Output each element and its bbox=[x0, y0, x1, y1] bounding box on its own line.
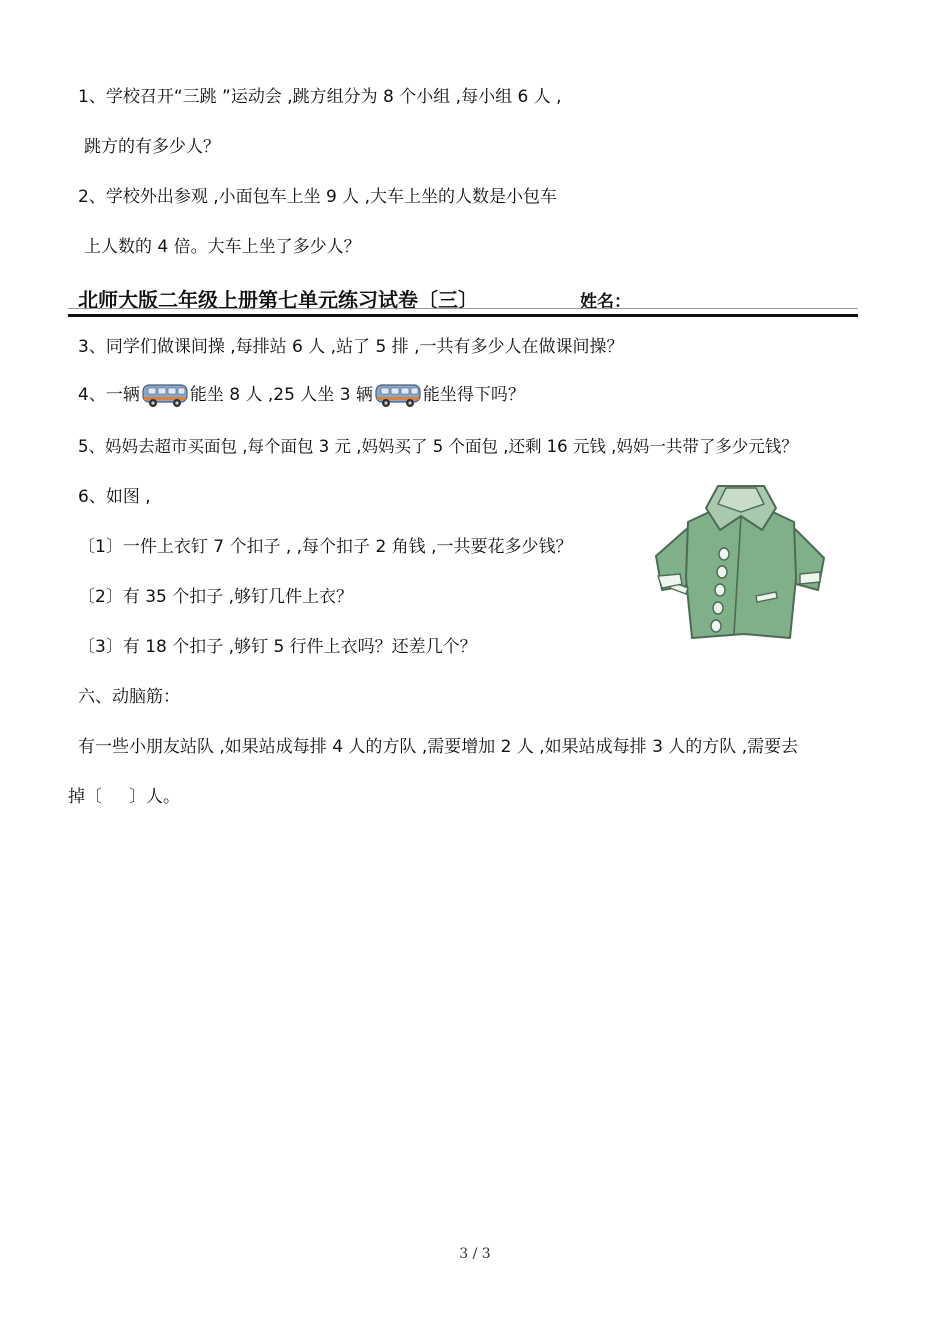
section-6-line-1: 有一些小朋友站队 ,如果站成每排 4 人的方队 ,需要增加 2 人 ,如果站成每排 3 人的方队 ,需要去 bbox=[78, 737, 799, 757]
page-number: 3 / 3 bbox=[459, 1246, 491, 1262]
name-label: 姓名： bbox=[580, 292, 631, 312]
question-1-line-1: 1、学校召开“三跳 ”运动会 ,跳方组分为 8 个小组 ,每小组 6 人 , bbox=[78, 87, 562, 107]
bus-icon bbox=[141, 380, 189, 410]
question-6-intro: 6、如图 , bbox=[78, 487, 151, 507]
question-4 bbox=[78, 380, 525, 410]
question-6-sub-1: 〔1〕一件上衣钉 7 个扣子 , ,每个扣子 2 角钱 ,一共要花多少钱？ bbox=[78, 537, 573, 557]
question-6-sub-2: 〔2〕有 35 个扣子 ,够钉几件上衣？ bbox=[78, 587, 354, 607]
question-6-sub-3: 〔3〕有 18 个扣子 ,够钉 5 行件上衣吗？还差几个？ bbox=[78, 637, 477, 657]
bus-icon bbox=[374, 380, 422, 410]
coat-illustration bbox=[648, 478, 834, 650]
header-divider-thick bbox=[68, 314, 858, 317]
question-2-line-2: 上人数的 4 倍。大车上坐了多少人？ bbox=[84, 237, 361, 257]
question-4-part-3: 能坐得下吗？ bbox=[422, 385, 525, 405]
question-4-part-1: 4、一辆 bbox=[78, 385, 140, 405]
section-6-line-2: 掉〔 〕人。 bbox=[68, 787, 181, 807]
question-2-line-1: 2、学校外出参观 ,小面包车上坐 9 人 ,大车上坐的人数是小包车 bbox=[78, 187, 558, 207]
question-3: 3、同学们做课间操 ,每排站 6 人 ,站了 5 排 ,一共有多少人在做课间操？ bbox=[78, 337, 624, 357]
question-4-part-2: 能坐 8 人 ,25 人坐 3 辆 bbox=[189, 385, 373, 405]
header-divider-thin bbox=[68, 308, 858, 309]
worksheet-title: 北师大版二年级上册第七单元练习试卷〔三〕 bbox=[78, 288, 478, 312]
question-1-line-2: 跳方的有多少人？ bbox=[84, 137, 220, 157]
question-5: 5、妈妈去超市买面包 ,每个面包 3 元 ,妈妈买了 5 个面包 ,还剩 16 元钱 ,妈妈一共带了多少元钱？ bbox=[78, 437, 798, 456]
section-6-heading: 六、动脑筋： bbox=[78, 687, 180, 707]
